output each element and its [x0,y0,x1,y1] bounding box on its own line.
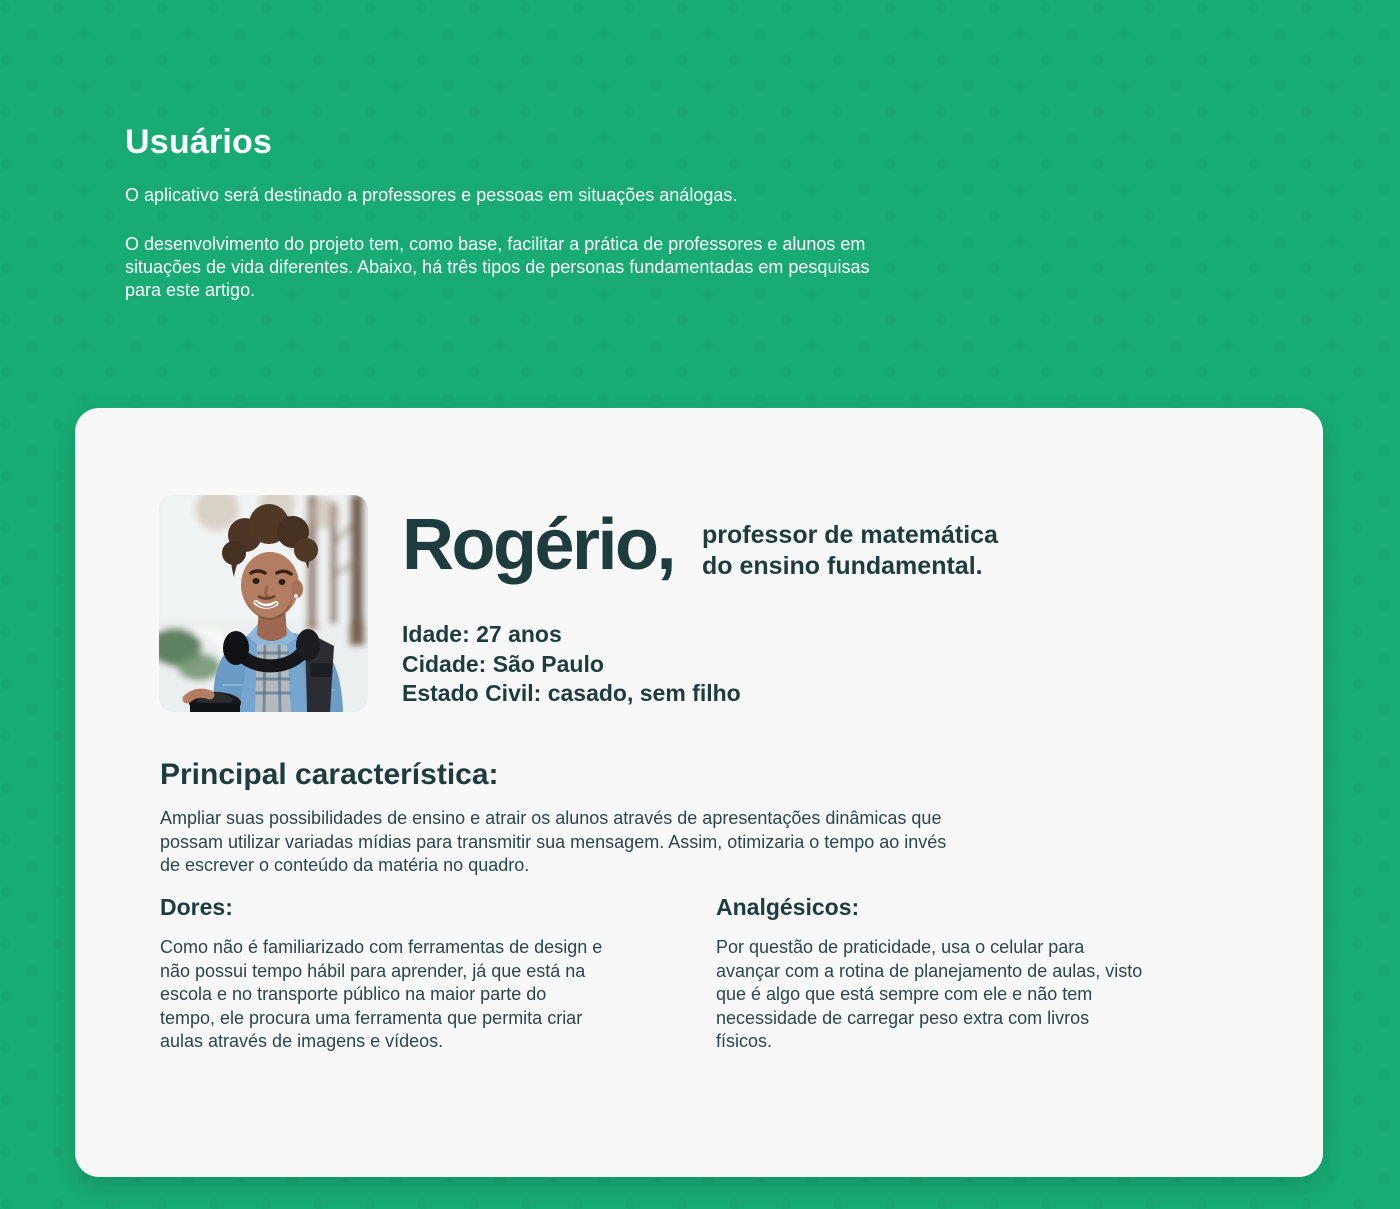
intro-paragraph-1: O aplicativo será destinado a professores e pessoas em situações análogas. [125,185,738,205]
painkillers-heading: Analgésicos: [716,894,860,920]
pains-body: Como não é familiarizado com ferramentas de design e não possui tempo hábil para aprender, já que está na escola e no transporte público na maior parte do tempo, ele procura uma ferramenta que permita criar aulas através de imagens e vídeos. [160,937,603,1051]
persona-photo [159,495,368,712]
persona-marital-status: Estado Civil: casado, sem filho [402,680,741,706]
persona-header [402,506,998,584]
pains-section [160,894,605,1054]
persona-role-line-2: do ensino fundamental. [702,552,983,580]
persona-name: Rogério, [402,505,675,585]
main-trait-body: Ampliar suas possibilidades de ensino e atrair os alunos através de apresentações dinâmicas que possam utilizar variadas mídias para transmitir sua mensagem. Assim, otimizaria o tempo ao invés de escrever o conteúdo da matéria no quadro. [160,808,947,875]
pains-heading: Dores: [160,894,233,920]
page-title: Usuários [125,123,273,161]
persona-details [402,620,741,709]
painkillers-body: Por questão de praticidade, usa o celular para avançar com a rotina de planejamento de aulas, visto que é algo que está sempre com ele e não tem necessidade de carregar peso extra com livros físicos. [716,937,1143,1051]
persona-card [75,408,1323,1177]
persona-city: Cidade: São Paulo [402,650,604,677]
main-trait-heading: Principal característica: [160,758,499,791]
painkillers-section [716,894,1146,1054]
intro-section [125,124,895,302]
persona-role-line-1: professor de matemática [702,521,998,549]
plaid-shirt [255,645,291,712]
main-trait-section [160,758,980,878]
persona-age: Idade: 27 anos [402,621,562,647]
persona-photo-illustration [159,495,368,712]
persona-role [702,520,998,582]
intro-paragraph-2: O desenvolvimento do projeto tem, como base, facilitar a prática de professores e alunos em situações de vida diferentes. Abaixo, há três tipos de personas fundamentadas em pesquisas para este artigo. [125,234,870,300]
